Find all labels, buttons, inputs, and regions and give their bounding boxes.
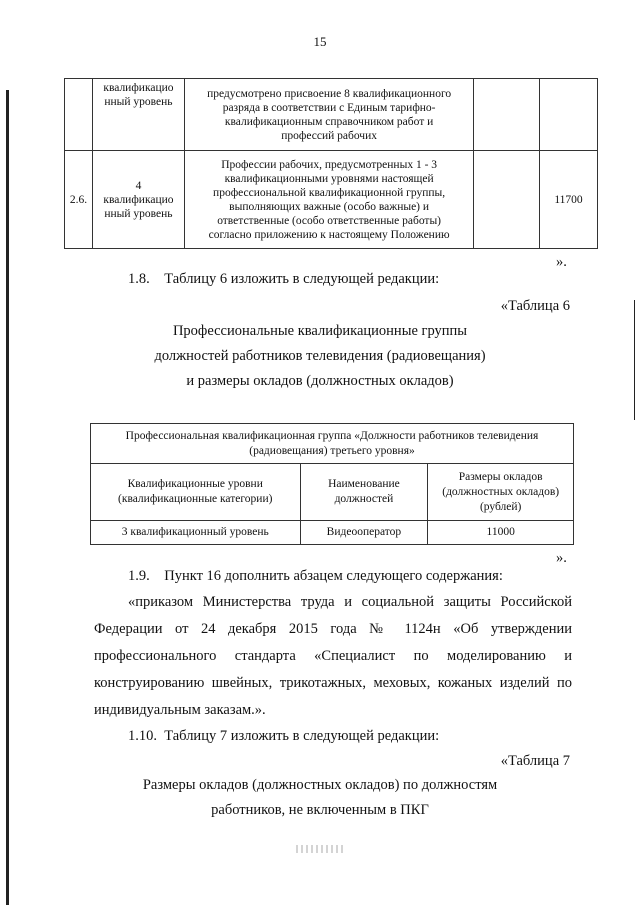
scan-smudge [296,845,346,853]
item-number: 1.10. [128,728,157,744]
qualification-description: Профессии рабочих, предусмотренных 1 - 3 квалификационными уровнями настоящей профессиональной квалификационной группы, выполняющих важные (особо важные) и ответственные (особо ответственные работы) согласно приложению к настоящему Положению [208,158,450,241]
column-header-text: Наименование должностей [328,478,400,505]
item-1-8 [128,271,439,288]
table-cell [184,151,473,249]
table-row [65,151,598,249]
column-header [91,464,301,521]
quote-line: индивидуальным заказам.». [94,702,266,718]
table-cell [300,521,428,545]
item-number: 1.8. [128,271,150,287]
table-cell [474,79,540,151]
item-text: Таблицу 7 изложить в следующей редакции: [164,728,440,744]
table-row [65,79,598,151]
column-header-text: Размеры окладов (должностных окладов) (рублей) [442,470,560,513]
quote-line: конструированию швейных, трикотажных, меховых, кожаных изделий по [94,675,572,691]
table-cell [92,151,184,249]
table6-title-line: Профессиональные квалификационные группы [172,323,468,339]
table-cell [540,151,598,249]
table-cell [474,151,540,249]
salary-value: 11000 [486,526,515,538]
table6-title-line: и размеры окладов (должностных окладов) [186,373,454,389]
table6-title-line: должностей работников телевидения (радиовещания) [154,348,486,364]
page-number: 15 [313,34,327,49]
table-row [91,424,574,464]
qualification-level: 4 квалификацио нный уровень [103,179,174,220]
table-row [91,521,574,545]
quote-line: Федерации от 24 декабря 2015 года № 1124н «Об утверждении [94,621,572,637]
qualification-description: предусмотрено присвоение 8 квалификационного разряда в соответствии с Единым тарифно-квалификационным справочником работ и профессий рабочих [207,87,452,142]
column-header-text: Квалификационные уровни (квалификационные категории) [118,478,273,505]
table-closing-quote: ». [556,550,567,566]
item-text: Пункт 16 дополнить абзацем следующего содержания: [164,568,503,584]
table-cell [65,151,93,249]
table-cell [540,79,598,151]
row-number: 2.6. [69,193,88,206]
item-1-9 [128,568,503,585]
column-header [300,464,428,521]
table-cell [184,79,473,151]
item-text: Таблицу 6 изложить в следующей редакции: [164,271,440,287]
group-header: Профессиональная квалификационная группа «Должности работников телевидения (радиовещания) третьего уровня» [125,429,539,457]
qualification-level: квалификацио нный уровень [103,82,174,108]
workers-table-continuation [64,78,598,249]
group-header-cell [91,424,574,464]
column-header [428,464,574,521]
table7-label: «Таблица 7 [500,753,570,769]
table-closing-quote: ». [556,254,567,270]
table6-label: «Таблица 6 [500,298,570,314]
item-1-10 [128,728,439,745]
quote-line: «приказом Министерства труда и социальной защиты Российской [128,594,572,610]
position-name: Видеооператор [326,526,402,538]
table7-title-line: Размеры окладов (должностных окладов) по должностям [142,777,498,793]
salary-value: 11700 [554,193,583,206]
quote-line: профессионального стандарта «Специалист по моделированию и [94,648,572,664]
item-number: 1.9. [128,568,150,584]
table-header-row [91,464,574,521]
qualification-level: 3 квалификационный уровень [121,526,269,538]
table-cell [92,79,184,151]
table-cell [91,521,301,545]
table7-title-line: работников, не включенным в ПКГ [211,802,429,818]
table-cell [65,79,93,151]
table-cell [428,521,574,545]
television-positions-table [90,423,574,545]
